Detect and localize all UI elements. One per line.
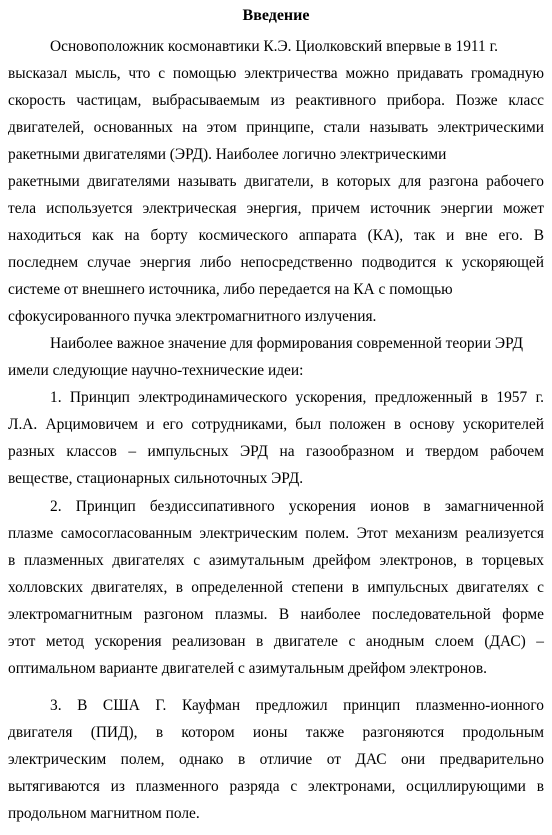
list-item-line: 2. Принцип бездиссипативного ускорения ионов в замагниченной (50, 498, 544, 515)
text-line: разных классов – импульсных ЭРД на газообразном и твердом рабочем (8, 443, 544, 460)
text-line: имели следующие научно-технические идеи: (8, 362, 304, 379)
text-line: высказал мысль, что с помощью электричества можно придавать громадную (8, 65, 544, 82)
text-line: Л.А. Арцимовичем и его сотрудниками, был положен в основу ускорителей (8, 416, 544, 433)
text-line: веществе, стационарных сильноточных ЭРД. (8, 470, 304, 487)
text-line: Основоположник космонавтики К.Э. Циолковский впервые в 1911 г. (50, 38, 499, 55)
list-item-line: 1. Принцип электродинамического ускорения, предложенный в 1957 г. (50, 389, 544, 406)
text-line: ракетными двигателями (ЭРД). Наиболее логично электрическими (8, 146, 447, 163)
text-line: вытягиваются из плазменного разряда с электронами, осциллирующими в (8, 778, 544, 795)
text-line: электрическим полем, однако в отличие от ДАС они предварительно (8, 751, 544, 768)
text-line: двигателя (ПИД), в котором ионы также разгоняются продольным (8, 724, 544, 741)
section-title: Введение (242, 7, 310, 24)
text-line: плазме самосогласованным электрическим полем. Этот механизм реализуется (8, 525, 544, 542)
text-line: в плазменных двигателях с азимутальным дрейфом электронов, в торцевых (8, 552, 544, 569)
text-line: скорость частицам, выбрасываемым из реактивного прибора. Позже класс (8, 92, 544, 109)
text-line: Наиболее важное значение для формирования современной теории ЭРД (50, 335, 523, 352)
text-line: сфокусированного пучка электромагнитного излучения. (8, 308, 377, 325)
text-line: электромагнитным разгоном плазмы. В наиболее последовательной форме (8, 606, 544, 623)
text-line: системе от внешнего источника, либо передается на КА с помощью (8, 281, 453, 298)
text-line: продольном магнитном поле. (8, 805, 200, 822)
text-line: этот метод ускорения реализован в двигателе с анодным слоем (ДАС) – (8, 633, 544, 650)
text-line: последнем случае энергия либо непосредственно подводится к ускоряющей (8, 254, 544, 271)
text-line: оптимальном варианте двигателей с азимутальным дрейфом электронов. (8, 660, 487, 677)
text-line: ракетными двигателями называть двигатели, в которых для разгона рабочего (8, 173, 544, 190)
text-line: находиться как на борту космического аппарата (КА), так и вне его. В (8, 227, 544, 244)
text-line: холловских двигателях, в определенной степени в импульсных двигателях с (8, 579, 544, 596)
text-line: тела используется электрическая энергия, причем источник энергии может (8, 200, 544, 217)
list-item-line: 3. В США Г. Кауфман предложил принцип плазменно-ионного (50, 697, 544, 714)
text-line: двигателей, основанных на этом принципе, стали называть электрическими (8, 119, 544, 136)
